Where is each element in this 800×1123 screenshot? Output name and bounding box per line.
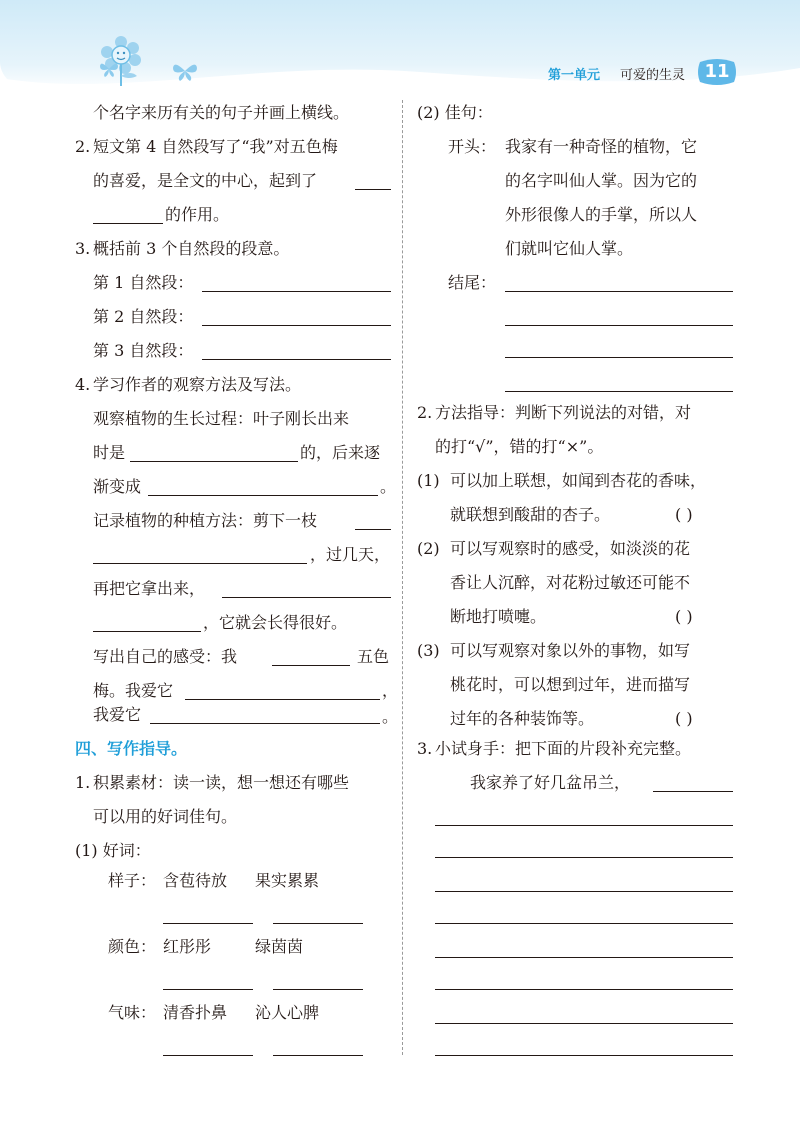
- answer-blank[interactable]: [222, 597, 391, 598]
- item-text: 过年的各种装饰等。: [450, 709, 595, 728]
- answer-blank[interactable]: [273, 923, 363, 924]
- answer-parentheses[interactable]: ( ): [675, 607, 693, 626]
- item-text: 可以写观察时的感受，如淡淡的花: [450, 539, 691, 558]
- example-sentence: 的名字叫仙人掌。因为它的: [505, 171, 698, 190]
- question-text: 的作用。: [165, 205, 230, 224]
- paragraph-label: 第 1 自然段：: [93, 273, 194, 292]
- question-text: 学习作者的观察方法及写法。: [93, 375, 302, 394]
- question-number: 3.: [417, 739, 433, 758]
- question-number: 3.: [75, 239, 91, 258]
- question-text: ，过几天，: [310, 545, 391, 564]
- writing-line[interactable]: [435, 857, 733, 858]
- paragraph-label: 第 2 自然段：: [93, 307, 194, 326]
- question-text: 我爱它: [93, 705, 142, 724]
- answer-blank[interactable]: [273, 989, 363, 990]
- answer-blank[interactable]: [93, 563, 307, 564]
- answer-blank[interactable]: [355, 529, 391, 530]
- question-text: 短文第 4 自然段写了“我”对五色梅: [93, 137, 338, 156]
- writing-line[interactable]: [435, 989, 733, 990]
- sentence-label: 开头：: [448, 137, 497, 156]
- question-text: 积累素材：读一读，想一想还有哪些: [93, 773, 350, 792]
- unit-label: 第一单元: [548, 68, 601, 83]
- writing-line[interactable]: [435, 891, 733, 892]
- answer-blank[interactable]: [272, 665, 350, 666]
- answer-blank[interactable]: [148, 495, 378, 496]
- item-text: 香让人沉醉，对花粉过敏还可能不: [450, 573, 691, 592]
- question-text: ，它就会长得很好。: [203, 613, 348, 632]
- writing-line[interactable]: [435, 1023, 733, 1024]
- item-text: 可以写观察对象以外的事物，如写: [450, 641, 691, 660]
- answer-blank[interactable]: [202, 359, 391, 360]
- item-text: 就联想到酸甜的杏子。: [450, 505, 611, 524]
- answer-blank[interactable]: [505, 357, 733, 358]
- column-divider: [402, 100, 403, 1055]
- continued-question-text: 个名字来历有关的句子并画上横线。: [93, 103, 350, 122]
- answer-blank[interactable]: [163, 923, 253, 924]
- sub-question: (2) 佳句：: [417, 103, 493, 122]
- example-word: 果实累累: [255, 871, 320, 890]
- answer-blank[interactable]: [355, 189, 391, 190]
- example-word: 绿茵茵: [255, 937, 304, 956]
- section-heading: 四、写作指导。: [75, 739, 188, 758]
- butterfly-icon: [98, 60, 120, 78]
- answer-blank[interactable]: [93, 631, 201, 632]
- answer-blank[interactable]: [150, 723, 380, 724]
- word-category-label: 颜色：: [108, 937, 157, 956]
- writing-line[interactable]: [435, 825, 733, 826]
- question-text: 写出自己的感受：我: [93, 647, 238, 666]
- page-number: 11: [704, 61, 730, 82]
- writing-line[interactable]: [435, 1055, 733, 1056]
- answer-blank[interactable]: [505, 325, 733, 326]
- answer-blank[interactable]: [202, 291, 391, 292]
- example-word: 沁人心脾: [255, 1003, 320, 1022]
- answer-blank[interactable]: [505, 391, 733, 392]
- question-text: 梅。我爱它: [93, 681, 174, 700]
- word-category-label: 气味：: [108, 1003, 157, 1022]
- item-text: 桃花时，可以想到过年，进而描写: [450, 675, 691, 694]
- item-number: (2): [417, 539, 440, 558]
- answer-blank[interactable]: [185, 699, 380, 700]
- answer-blank[interactable]: [653, 791, 733, 792]
- answer-blank[interactable]: [163, 1055, 253, 1056]
- answer-blank[interactable]: [163, 989, 253, 990]
- question-text: 方法指导：判断下列说法的对错，对: [435, 403, 692, 422]
- paragraph-label: 第 3 自然段：: [93, 341, 194, 360]
- question-text: 渐变成: [93, 477, 142, 496]
- item-text: 可以加上联想，如闻到杏花的香味，: [450, 471, 707, 490]
- question-number: 2.: [417, 403, 433, 422]
- sub-question: (1) 好词：: [75, 841, 151, 860]
- question-text: 概括前 3 个自然段的段意。: [93, 239, 290, 258]
- answer-parentheses[interactable]: ( ): [675, 505, 693, 524]
- question-text: 的喜爱，是全文的中心，起到了: [93, 171, 318, 190]
- item-number: (1): [417, 471, 440, 490]
- example-sentence: 我家有一种奇怪的植物，它: [505, 137, 698, 156]
- example-sentence: 外形很像人的手掌，所以人: [505, 205, 698, 224]
- sentence-label: 结尾：: [448, 273, 497, 292]
- question-text: 可以用的好词佳句。: [93, 807, 238, 826]
- question-text: 再把它拿出来，: [93, 579, 206, 598]
- question-text: 的，后来逐: [300, 443, 381, 462]
- answer-parentheses[interactable]: ( ): [675, 709, 693, 728]
- butterfly-icon: [170, 60, 200, 82]
- example-word: 清香扑鼻: [163, 1003, 228, 1022]
- question-text: 。: [380, 477, 397, 496]
- question-text: 时是: [93, 443, 126, 462]
- item-number: (3): [417, 641, 440, 660]
- answer-blank[interactable]: [202, 325, 391, 326]
- example-sentence: 们就叫它仙人掌。: [505, 239, 634, 258]
- question-text: ，: [382, 681, 399, 700]
- question-number: 2.: [75, 137, 91, 156]
- question-number: 1.: [75, 773, 91, 792]
- question-text: 小试身手：把下面的片段补充完整。: [435, 739, 692, 758]
- question-number: 4.: [75, 375, 91, 394]
- writing-line[interactable]: [435, 923, 733, 924]
- example-word: 含苞待放: [163, 871, 228, 890]
- question-text: 五色: [357, 647, 390, 666]
- item-text: 断地打喷嚏。: [450, 607, 547, 626]
- question-text: 的打“√”，错的打“×”。: [435, 437, 604, 456]
- writing-prompt: 我家养了好几盆吊兰，: [470, 773, 631, 792]
- question-text: 记录植物的种植方法：剪下一枝: [93, 511, 318, 530]
- answer-blank[interactable]: [273, 1055, 363, 1056]
- word-category-label: 样子：: [108, 871, 157, 890]
- question-text: 。: [382, 707, 399, 726]
- example-word: 红彤彤: [163, 937, 212, 956]
- writing-line[interactable]: [435, 957, 733, 958]
- answer-blank[interactable]: [93, 223, 163, 224]
- answer-blank[interactable]: [505, 291, 733, 292]
- answer-blank[interactable]: [130, 461, 298, 462]
- unit-title: 可爱的生灵: [620, 68, 686, 83]
- question-text: 观察植物的生长过程：叶子刚长出来: [93, 409, 350, 428]
